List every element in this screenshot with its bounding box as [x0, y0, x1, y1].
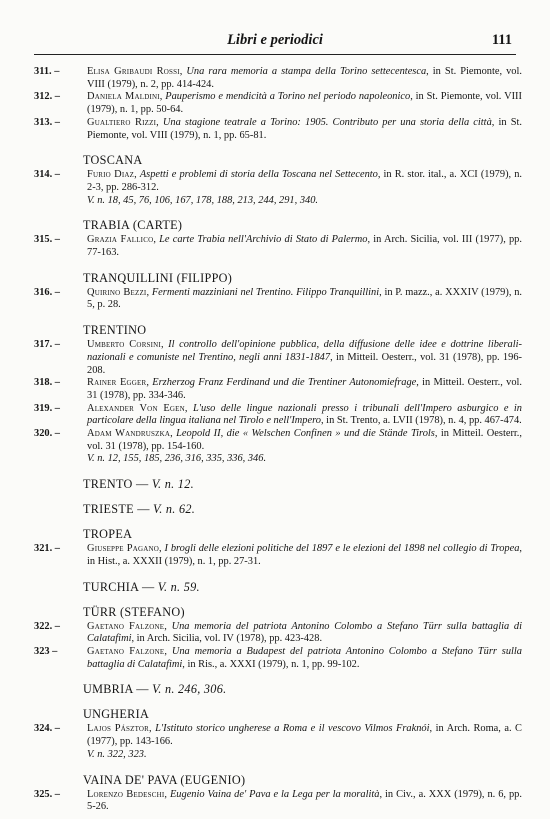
entry-title: Una memoria del patriota Antonino Colombo a Stefano Türr sulla battaglia di Calatafimi: [87, 620, 522, 645]
entry-number: 312. –: [34, 91, 60, 103]
cross-reference: V. n. 59.: [157, 579, 200, 594]
cross-reference: V. n. 12.: [151, 477, 194, 492]
entry-author: Grazia Fallico: [87, 234, 154, 246]
entry-324: 324. – Lajos Pásztor, L'Istituto storico ungherese a Roma e il vescovo Vilmos Fraknói, in Arch. Roma, a. C (1977), pp. 143-166. V. n. 322, 323.: [34, 723, 522, 760]
cross-reference: V. n. 246, 306.: [152, 682, 227, 697]
entry-author: Lajos Pásztor: [87, 723, 150, 735]
heading-label: TURCHIA —: [83, 579, 155, 594]
entry-number: 324. –: [34, 723, 60, 735]
entry-title: Una rara memoria a stampa della Torino settecentesca: [186, 66, 427, 77]
section-heading-trento: [34, 477, 522, 491]
entry-author: Gaetano Falzone: [87, 620, 165, 632]
entry-title: Eugenio Vaina de' Pava e la Lega per la moralità: [169, 788, 380, 800]
entry-author: Quirino Bezzi: [87, 286, 147, 298]
entry-author: Adam Wandruszka: [87, 428, 171, 440]
entry-title: Una memoria a Budapest del patriota Antonino Colombo a Stefano Türr sulla battaglia di Calatafimi: [87, 645, 522, 670]
entry-314: 314. – Furio Diaz, Aspetti e problemi di storia della Toscana nel Settecento, in R. stor. ital., a. XCI (1979), n. 2-3, pp. 286-312. V. n. 18, 45, 76, 106, 167, 178, 188, 213, 244, 291, 340.: [34, 169, 522, 206]
heading-label: TRIESTE —: [83, 502, 150, 517]
entry-title: Erzherzog Franz Ferdinand und die Trentiner Autonomiefrage: [152, 377, 417, 389]
entry-source: , in St. Trento, a. LVII (1978), n. 4, pp. 467-474.: [320, 415, 522, 427]
entry-title: Le carte Trabia nell'Archivio di Stato di Palermo: [159, 234, 368, 246]
entry-title: Leopold II, die « Welschen Confinen » und die Stände Tirols: [176, 428, 435, 440]
section-heading-trieste: [34, 502, 522, 516]
entry-number: 325. –: [34, 788, 60, 800]
page-number: 111: [491, 32, 512, 48]
entry-source: , in St. Piemonte, vol. VIII (1979), n. 1, pp. 50-64.: [87, 91, 522, 116]
section-heading-turr: TÜRR (STEFANO): [83, 604, 185, 619]
entry-source: , in Arch. Roma, a. C (1977), pp. 143-166.: [87, 723, 522, 748]
cross-reference: V. n. 18, 45, 76, 106, 167, 178, 188, 213, 244, 291, 340.: [87, 194, 319, 206]
entry-source: , in Ris., a. XXXI (1979), n. 1, pp. 99-102.: [182, 658, 360, 670]
entry-author: Lorenzo Bedeschi: [87, 788, 165, 800]
section-heading-vaina: VAINA DE' PAVA (EUGENIO): [83, 772, 246, 787]
entry-source: , in Hist., a. XXXII (1979), n. 1, pp. 27-31.: [87, 543, 523, 567]
entry-source: , in Arch. Sicilia, vol. IV (1978), pp. 423-428.: [131, 633, 323, 645]
entry-source: , in Arch. Sicilia, vol. III (1977), pp. 77-163.: [87, 234, 522, 259]
entry-322: 322. – Gaetano Falzone, Una memoria del patriota Antonino Colombo a Stefano Türr sulla battaglia di Calatafimi, in Arch. Sicilia, vol. IV (1978), pp. 423-428.: [34, 620, 522, 645]
section-heading-trabia: TRABIA (CARTE): [83, 218, 183, 233]
entry-318: 318. – Rainer Egger, Erzherzog Franz Ferdinand und die Trentiner Autonomiefrage, in Mitteil. Oesterr., vol. 31 (1978), pp. 334-346.: [34, 377, 523, 401]
entry-title: Fermenti mazziniani nel Trentino. Filippo Tranquillini: [151, 286, 380, 298]
entry-number: 320. –: [34, 428, 60, 440]
entry-319: 319. – Alexander Von Egen, L'uso delle lingue nazionali presso i tribunali dell'Impero asburgico e in particolare della lingua italiana nel Tirolo e nell'Impero, in St. Trento, a. LVII (1978), n. 4, pp. 467-474.: [34, 402, 522, 427]
entry-author: Giuseppe Pagano: [87, 543, 160, 555]
entry-320: 320. – Adam Wandruszka, Leopold II, die « Welschen Confinen » und die Stände Tirols, in Mitteil. Oesterr., vol. 31 (1978), pp. 154-160. V. n. 12, 155, 185, 236, 316, 335, 336, 346.: [34, 428, 522, 465]
bibliography-list: [34, 66, 522, 814]
entry-number: 317. –: [34, 339, 60, 351]
entry-title: L'Istituto storico ungherese a Roma e il vescovo Vilmos Fraknói: [155, 723, 430, 735]
entry-number: 318. –: [34, 377, 60, 389]
entry-author: Rainer Egger: [87, 377, 147, 389]
entry-number: 314. –: [34, 169, 60, 181]
entry-source: , in Mitteil. Oesterr., vol. 31 (1978), pp. 196-208.: [87, 351, 522, 376]
entry-title: Aspetti e problemi di storia della Toscana nel Settecento: [139, 169, 378, 181]
section-heading-trentino: TRENTINO: [83, 323, 147, 338]
entry-title: Una stagione teatrale a Torino: 1905. Contributo per una storia della città: [162, 116, 492, 128]
entry-author: Furio Diaz: [87, 169, 135, 181]
entry-311: 311. – Elisa Gribaudi Rossi, Una rara memoria a stampa della Torino settecentesca, in St. Piemonte, vol. VIII (1979), n. 2, pp. 414-424.: [34, 66, 522, 90]
entry-321: 321. – Giuseppe Pagano, I brogli delle elezioni politiche del 1897 e le elezioni del 1898 nel collegio di Tropea, in Hist., a. XXXII (1979), n. 1, pp. 27-31.: [34, 543, 523, 567]
entry-title: Il controllo dell'opinione pubblica, della diffusione delle idee e dottrine liberali-nazionali e comuniste nel Trentino, negli anni 1831-1847: [87, 339, 522, 363]
heading-label: UMBRIA —: [83, 682, 149, 697]
entry-author: Gaetano Falzone: [87, 645, 165, 657]
entry-source: , in Mitteil. Oesterr., vol. 31 (1978), pp. 154-160.: [87, 428, 522, 452]
entry-author: Daniela Maldini: [87, 91, 160, 103]
header-title: Libri e periodici: [227, 32, 323, 48]
entry-source: , in Mitteil. Oesterr., vol. 31 (1978), pp. 334-346.: [87, 377, 523, 401]
section-heading-umbria: [34, 682, 522, 696]
entry-title: I brogli delle elezioni politiche del 1897 e le elezioni del 1898 nel collegio di Tropea: [164, 543, 520, 555]
entry-number: 315. –: [34, 234, 60, 246]
entry-author: Alexander Von Egen: [87, 402, 185, 414]
entry-source: , in R. stor. ital., a. XCI (1979), n. 2-3, pp. 286-312.: [87, 169, 522, 193]
entry-source: , in St. Piemonte, vol. VIII (1979), n. 1, pp. 65-81.: [87, 116, 522, 141]
section-heading-tropea: TROPEA: [83, 527, 133, 542]
entry-number: 316. –: [34, 286, 60, 298]
entry-313: 313. – Gualtiero Rizzi, Una stagione teatrale a Torino: 1905. Contributo per una storia della città, in St. Piemonte, vol. VIII (1979), n. 1, pp. 65-81.: [34, 116, 522, 141]
heading-label: TRENTO —: [83, 477, 149, 492]
entry-315: 315. – Grazia Fallico, Le carte Trabia nell'Archivio di Stato di Palermo, in Arch. Sicilia, vol. III (1977), pp. 77-163.: [34, 234, 522, 259]
entry-source: , in St. Piemonte, vol. VIII (1979), n. 2, pp. 414-424.: [87, 66, 522, 90]
entry-number: 319. –: [34, 402, 60, 414]
entry-number: 311. –: [34, 66, 60, 77]
entry-323: 323 – Gaetano Falzone, Una memoria a Budapest del patriota Antonino Colombo a Stefano Türr sulla battaglia di Calatafimi, in Ris., a. XXXI (1979), n. 1, pp. 99-102.: [34, 645, 522, 670]
section-heading-toscana: TOSCANA: [83, 153, 143, 168]
cross-reference: V. n. 62.: [153, 502, 196, 517]
cross-reference: V. n. 322, 323.: [87, 748, 147, 760]
section-heading-tranquillini: TRANQUILLINI (FILIPPO): [83, 270, 233, 285]
entry-author: Elisa Gribaudi Rossi: [87, 66, 180, 77]
entry-316: 316. – Quirino Bezzi, Fermenti mazziniani nel Trentino. Filippo Tranquillini, in P. mazz., a. XXXIV (1979), n. 5, p. 28.: [34, 286, 522, 311]
entry-source: , in Civ., a. XXX (1979), n. 6, pp. 5-26.: [87, 788, 522, 813]
section-heading-turchia: [34, 580, 522, 594]
entry-number: 321. –: [34, 543, 60, 555]
section-heading-ungheria: UNGHERIA: [83, 707, 150, 722]
entry-312: 312. – Daniela Maldini, Pauperismo e mendicità a Torino nel periodo napoleonico, in St. Piemonte, vol. VIII (1979), n. 1, pp. 50-64.: [34, 91, 522, 116]
entry-325: 325. – Lorenzo Bedeschi, Eugenio Vaina de' Pava e la Lega per la moralità, in Civ., a. XXX (1979), n. 6, pp. 5-26.: [34, 788, 522, 813]
running-header: [34, 30, 516, 55]
entry-author: Umberto Corsini: [87, 339, 161, 351]
entry-317: 317. – Umberto Corsini, Il controllo dell'opinione pubblica, della diffusione delle idee e dottrine liberali-nazionali e comuniste nel Trentino, negli anni 1831-1847, in Mitteil. Oesterr., vol. 31 (1978), pp. 196-208.: [34, 339, 522, 376]
entry-number: 323 –: [34, 645, 58, 657]
entry-title: L'uso delle lingue nazionali presso i tribunali dell'Impero asburgico e in particolare della lingua italiana nel Tirolo e nell'Impero: [87, 402, 522, 427]
entry-number: 322. –: [34, 620, 60, 632]
entry-title: Pauperismo e mendicità a Torino nel periodo napoleonico: [165, 91, 411, 103]
entry-author: Gualtiero Rizzi: [87, 116, 157, 128]
cross-reference: V. n. 12, 155, 185, 236, 316, 335, 336, 346.: [87, 453, 267, 465]
entry-source: , in P. mazz., a. XXXIV (1979), n. 5, p. 28.: [87, 286, 522, 311]
entry-number: 313. –: [34, 116, 60, 128]
